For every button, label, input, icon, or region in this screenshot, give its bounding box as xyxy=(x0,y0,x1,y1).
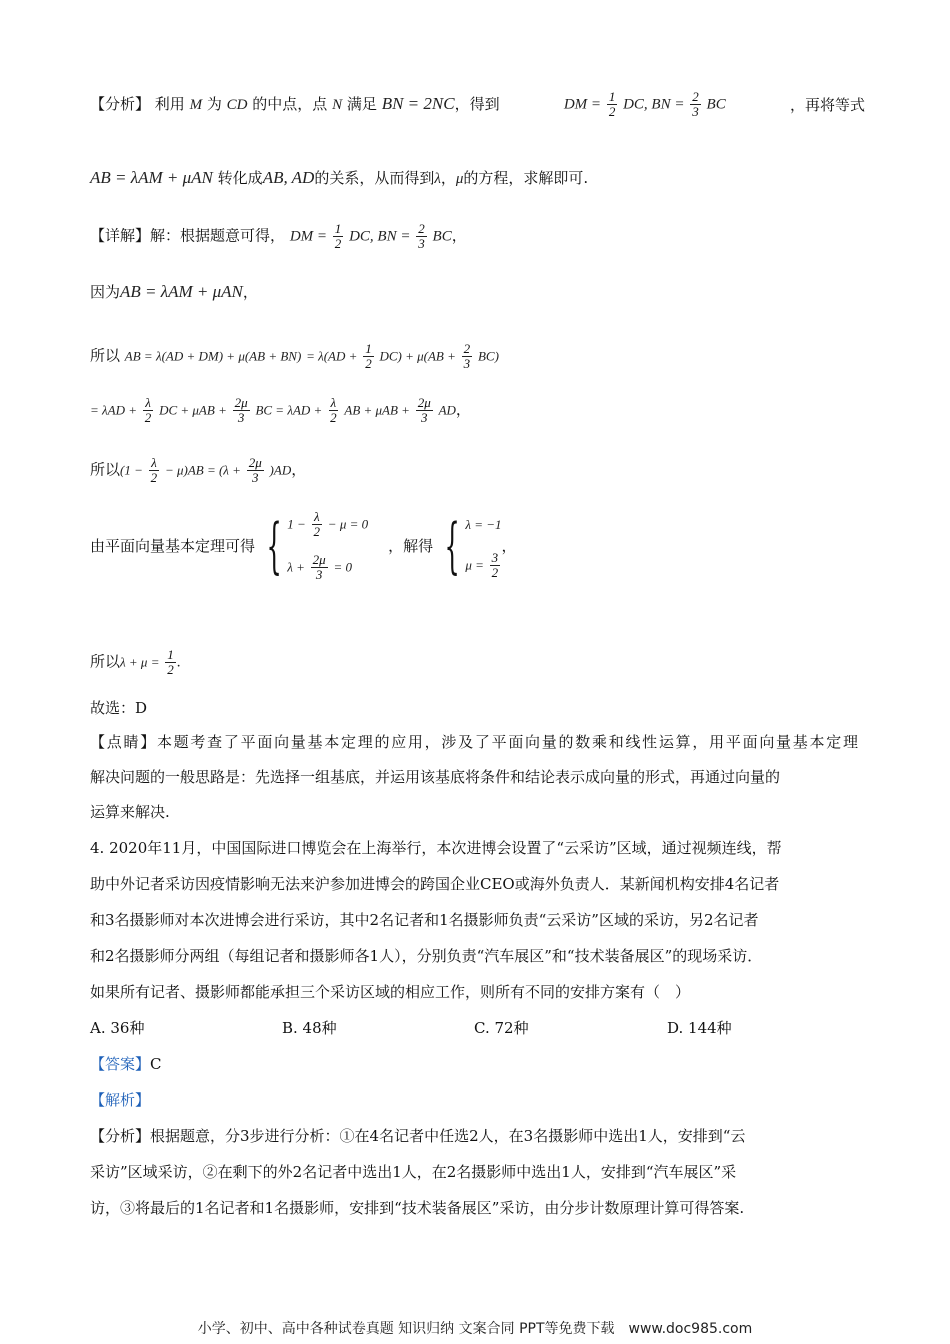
frac-num: 1 xyxy=(608,89,616,104)
frac-1-2 xyxy=(165,648,176,677)
option-d: D. 144种 xyxy=(667,1019,732,1037)
frac-1-2 xyxy=(333,222,344,251)
comma: ， xyxy=(242,283,258,301)
analysis-text-d: 满足 xyxy=(346,95,377,113)
left-brace: { xyxy=(266,511,282,581)
q4-analysis-line-2: 采访”区域采访，②在剩下的外2名记者中选出1人，在2名摄影师中选出1人，安排到“汽车展区”采 xyxy=(90,1163,737,1181)
eq-ab-ad: AB, AD xyxy=(262,168,315,187)
frac-num: 2 xyxy=(463,341,471,356)
comma: ， xyxy=(455,400,471,419)
analysis-text-a: 利用 xyxy=(154,95,185,113)
eq-bc: BC xyxy=(706,96,726,113)
eq-so2-3: )AD xyxy=(269,462,292,478)
eq-so2-1: (1 − xyxy=(120,462,143,478)
eq-expand-1: AB = λ(AD + DM) + μ(AB + BN) xyxy=(124,348,302,364)
frac-den: 2 xyxy=(167,662,174,677)
option-c: C. 72种 xyxy=(474,1019,529,1037)
so-line-1 xyxy=(90,342,499,371)
analysis-eq-2 xyxy=(564,90,726,119)
frac-den: 2 xyxy=(608,104,616,119)
because-line xyxy=(90,280,258,304)
frac-den: 3 xyxy=(252,470,259,485)
sys1-b: − μ = 0 xyxy=(327,516,369,532)
frac-1-2 xyxy=(607,90,618,119)
frac-num: 2μ xyxy=(234,395,248,410)
eq-dc-bn: DC, BN = xyxy=(349,228,411,245)
analysis-text-f: ，再将等式 xyxy=(789,95,865,114)
frac-den: 3 xyxy=(315,567,323,582)
frac-num: 2μ xyxy=(248,455,262,470)
frac-den: 3 xyxy=(418,236,425,251)
frac-num: λ xyxy=(330,395,337,410)
q4-line-2: 助中外记者采访因疫情影响无法来沪参加进博会的跨国企业CEO或海外负责人．某新闻机构安排4名记者 xyxy=(90,875,780,893)
detail-line-1 xyxy=(90,222,467,251)
frac-num: 1 xyxy=(167,647,174,662)
frac-den: 2 xyxy=(150,470,158,485)
frac-lambda-2 xyxy=(149,456,160,485)
so-line-2 xyxy=(90,456,306,485)
q4-analysis-text-1: 根据题意，分3步进行分析：①在4名记者中任选2人，在3名摄影师中选出1人，安排到“云 xyxy=(150,1127,746,1145)
q4-analysis-line-3: 访，③将最后的1名记者和1名摄影师，安排到“技术装备展区”采访，由分步计数原理计算可得答案. xyxy=(90,1199,745,1217)
analysis-line-1 xyxy=(90,90,865,119)
eq-dm: DM = xyxy=(289,228,328,245)
sol-lambda: λ = −1 xyxy=(465,516,502,532)
so-line-3: 所以λ + μ = $\frac{1}{2}$ . xyxy=(90,647,181,677)
eq-cont-2: DC + μAB + xyxy=(159,402,227,418)
sol-mu: μ = xyxy=(465,557,484,572)
analysis-text-g: 转化成 xyxy=(217,169,263,187)
eq-bn-2nc: BN = 2NC xyxy=(381,94,455,113)
frac-den: 2 xyxy=(334,236,342,251)
analysis-line-2 xyxy=(90,166,588,191)
analysis-text-b: 为 xyxy=(206,95,222,113)
sys2-a: λ + xyxy=(287,559,305,575)
comment-line-1 xyxy=(90,730,858,754)
frac-num: 3 xyxy=(491,549,499,565)
frac-2mu-3 xyxy=(416,396,433,425)
frac-lambda-2 xyxy=(312,510,323,539)
because-text: 因为 xyxy=(90,283,121,301)
cont-line xyxy=(90,396,471,425)
eq-ab-main: AB = λAM + μAN xyxy=(90,168,213,187)
comment-line-3: 运算来解决. xyxy=(90,803,170,821)
so-text: 所以 xyxy=(90,346,121,365)
system-eq-2 xyxy=(287,553,368,582)
frac-num: 2μ xyxy=(312,552,326,567)
system-line xyxy=(90,510,517,582)
comment-text-1: 本题考查了平面向量基本定理的应用，涉及了平面向量的数乘和线性运算，用平面向量基本定理 xyxy=(156,733,858,751)
frac-num: 2μ xyxy=(417,395,431,410)
frac-2mu-3 xyxy=(311,553,328,582)
var-n: N xyxy=(332,97,343,113)
theorem-text: 由平面向量基本定理可得 xyxy=(90,537,256,555)
option-a: A. 36种 xyxy=(90,1019,145,1037)
frac-den: 2 xyxy=(365,356,372,371)
option-b: B. 48种 xyxy=(282,1019,337,1037)
analysis-text-e: ，得到 xyxy=(454,95,500,113)
footer: 小学、初中、高中各种试卷真题 知识归纳 文案合同 PPT等免费下载 www.doc985.com xyxy=(197,1321,753,1337)
analysis-text-i: 的方程，求解即可. xyxy=(463,169,589,187)
frac-num: 2 xyxy=(418,221,425,236)
frac-1-2 xyxy=(363,342,374,371)
comment-line-2: 解决问题的一般思路是：先选择一组基底，并运用该基底将条件和结论表示成向量的形式，再通过向量的 xyxy=(90,768,781,786)
q4-line-4: 和2名摄影师分两组（每组记者和摄影师各1人），分别负责“汽车展区”和“技术装备展区”的现场采访． xyxy=(90,947,763,965)
detail-tag: 【详解】 xyxy=(90,226,151,245)
eq-cont-5: AD xyxy=(438,402,456,418)
frac-2-3 xyxy=(690,90,701,119)
analysis-tag: 【分析】 xyxy=(90,95,151,113)
frac-num: λ xyxy=(151,455,157,470)
answer-line xyxy=(90,1052,162,1076)
detail-intro: 解：根据题意可得， xyxy=(150,226,286,245)
eq-cont-3: BC = λAD + xyxy=(255,402,323,418)
comma: ， xyxy=(501,537,517,555)
so-text: 所以 xyxy=(90,652,121,671)
q4-line-3: 和3名摄影师对本次进博会进行采访，其中2名记者和1名摄影师负责“云采访”区域的采访，另2名记者 xyxy=(90,911,759,929)
frac-num: 1 xyxy=(334,221,342,236)
eq-because: AB = λAM + μAN xyxy=(120,282,243,301)
frac-2-3 xyxy=(416,222,427,251)
frac-den: 3 xyxy=(421,410,428,425)
frac-2-3 xyxy=(462,342,473,371)
q4-analysis-tag: 【分析】 xyxy=(90,1127,151,1145)
analysis-sep: ， xyxy=(440,169,456,187)
answer-choice: 故选：D xyxy=(90,699,148,717)
comment-tag: 【点睛】 xyxy=(90,733,157,751)
frac-num: 2 xyxy=(692,89,699,104)
frac-3-2 xyxy=(490,551,501,580)
sol-mu-wrap xyxy=(465,551,501,580)
frac-num: λ xyxy=(313,509,320,524)
so-text: 所以 xyxy=(90,460,121,479)
explain-tag: 【解析】 xyxy=(90,1091,151,1109)
analysis-text-h: 的关系，从而得到 xyxy=(314,169,435,187)
answer-value: C xyxy=(150,1055,162,1073)
frac-den: 2 xyxy=(144,410,152,425)
var-mu: μ xyxy=(455,171,464,187)
eq-expand-3: DC) + μ(AB + xyxy=(379,348,456,364)
frac-lambda-2 xyxy=(143,396,154,425)
frac-den: 2 xyxy=(313,524,321,539)
eq-cont-1: = λAD + xyxy=(90,402,138,418)
analysis-text-c: 的中点，点 xyxy=(252,95,328,113)
eq-expand-4: BC) xyxy=(477,348,499,364)
frac-den: 3 xyxy=(463,356,471,371)
frac-2mu-3 xyxy=(233,396,250,425)
frac-2mu-3 xyxy=(247,456,264,485)
frac-den: 3 xyxy=(692,104,699,119)
eq-dm: DM = xyxy=(563,96,602,113)
system-eq-1 xyxy=(287,510,368,539)
eq-expand-2: = λ(AD + xyxy=(306,348,358,364)
eq-bc: BC xyxy=(432,228,452,245)
solution-system xyxy=(465,513,501,580)
frac-num: 1 xyxy=(365,341,372,356)
sys1-a: 1 − xyxy=(287,516,306,532)
q4-line-1: 4. 2020年11月，中国国际进口博览会在上海举行，本次进博会设置了“云采访”区域，通过视频连线，帮 xyxy=(90,839,782,857)
frac-den: 2 xyxy=(330,410,337,425)
frac-den: 3 xyxy=(237,410,245,425)
var-m: M xyxy=(189,97,203,113)
comma: ， xyxy=(291,460,307,479)
eq-dc-bn: DC, BN = xyxy=(623,96,685,113)
left-brace: { xyxy=(444,511,460,581)
solve-text: ，解得 xyxy=(388,537,434,555)
comma: ， xyxy=(451,226,467,245)
q4-line-5: 如果所有记者、摄影师都能承担三个采访区域的相应工作，则所有不同的安排方案有（ ） xyxy=(90,983,691,1001)
frac-lambda-2 xyxy=(328,396,339,425)
eq-result: λ + μ = xyxy=(120,654,160,670)
eq-cont-4: AB + μAB + xyxy=(344,402,410,418)
answer-tag: 【答案】 xyxy=(90,1055,151,1073)
q4-analysis-line-1 xyxy=(90,1124,745,1148)
sys2-b: = 0 xyxy=(333,559,352,575)
eq-so2-2: − μ)AB = (λ + xyxy=(164,462,241,478)
equation-system xyxy=(287,510,368,582)
analysis-text-1 xyxy=(90,92,500,117)
var-cd: CD xyxy=(226,97,248,113)
var-lambda: λ xyxy=(434,171,441,187)
frac-den: 2 xyxy=(491,564,499,580)
frac-num: λ xyxy=(145,395,151,410)
